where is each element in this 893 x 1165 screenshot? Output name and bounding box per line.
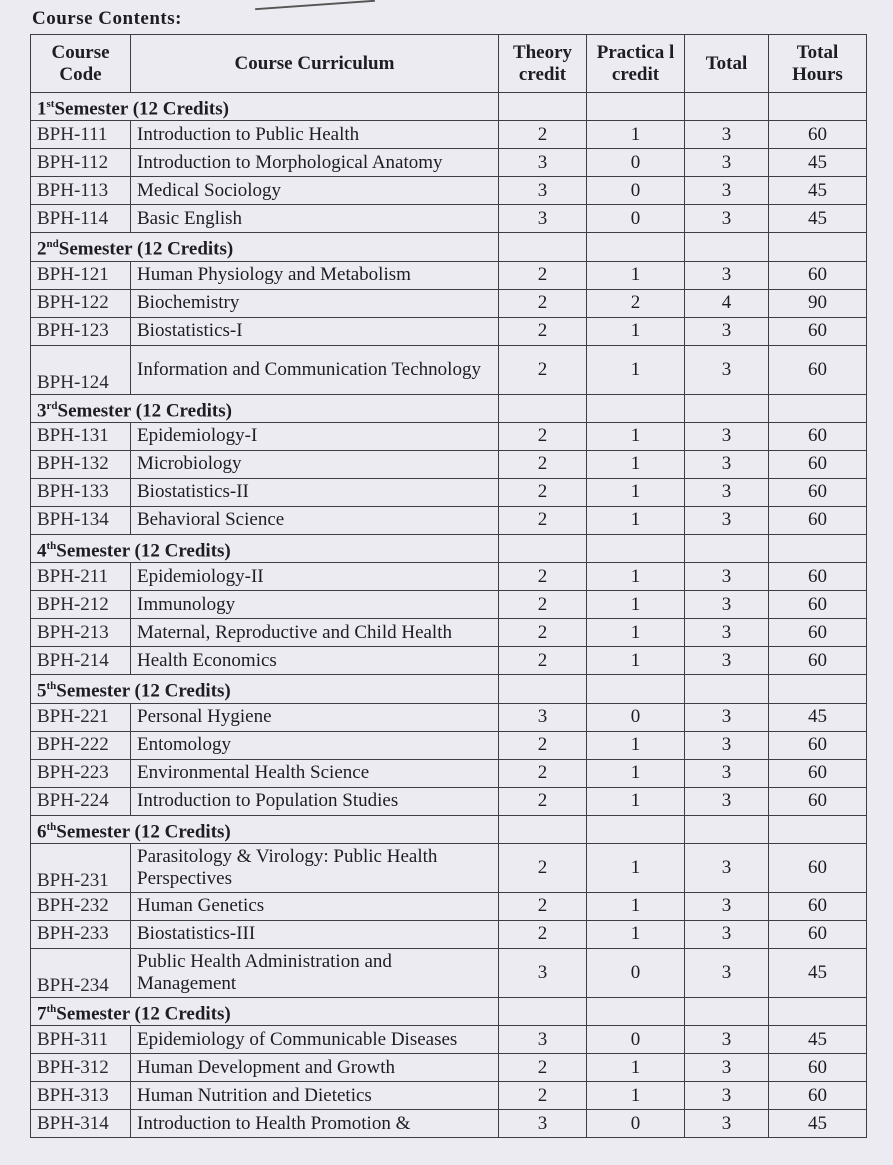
practical-credit-cell: 1 [587,345,685,394]
total-credit-cell: 3 [685,478,769,506]
empty-cell [587,233,685,261]
course-code-cell: BPH-113 [31,177,131,205]
total-hours-cell: 60 [769,920,867,948]
theory-credit-cell: 2 [499,787,587,815]
course-code-cell: BPH-111 [31,121,131,149]
course-code-cell: BPH-131 [31,422,131,450]
practical-credit-cell: 0 [587,1026,685,1054]
total-hours-cell: 90 [769,289,867,317]
total-credit-cell: 3 [685,703,769,731]
practical-credit-cell: 1 [587,1082,685,1110]
table-row [31,478,867,506]
total-credit-cell: 3 [685,1054,769,1082]
empty-cell [587,675,685,703]
semester-ordinal: 4 [37,540,47,562]
theory-credit-cell: 2 [499,345,587,394]
table-row [31,1054,867,1082]
semester-label: Semester (12 Credits) [56,680,231,702]
course-code-cell: BPH-121 [31,261,131,289]
practical-credit-cell: 1 [587,731,685,759]
total-credit-cell: 3 [685,450,769,478]
semester-ordinal-suffix: th [46,539,57,552]
semester-header-row [31,997,867,1025]
table-row [31,506,867,534]
total-hours-cell: 60 [769,731,867,759]
total-credit-cell: 3 [685,149,769,177]
empty-cell [685,93,769,121]
course-name-cell: Medical Sociology [131,177,499,205]
practical-credit-cell: 1 [587,121,685,149]
semester-title [31,394,499,422]
semester-title [31,997,499,1025]
total-hours-cell: 60 [769,261,867,289]
total-hours-cell: 60 [769,317,867,345]
practical-credit-cell: 0 [587,205,685,233]
practical-credit-cell: 0 [587,948,685,997]
course-name-cell: Environmental Health Science [131,759,499,787]
course-code-cell: BPH-122 [31,289,131,317]
practical-credit-cell: 1 [587,843,685,892]
empty-cell [499,997,587,1025]
theory-credit-cell: 3 [499,205,587,233]
table-row [31,647,867,675]
practical-credit-cell: 1 [587,920,685,948]
practical-credit-cell: 1 [587,892,685,920]
course-code-cell: BPH-211 [31,563,131,591]
course-name-cell: Biostatistics-I [131,317,499,345]
course-code-cell: BPH-222 [31,731,131,759]
empty-cell [499,675,587,703]
table-row [31,563,867,591]
course-code-cell: BPH-232 [31,892,131,920]
course-table-body [31,93,867,1138]
empty-cell [587,997,685,1025]
total-credit-cell: 3 [685,920,769,948]
course-name-cell: Introduction to Population Studies [131,787,499,815]
empty-cell [769,534,867,562]
empty-cell [587,815,685,843]
total-credit-cell: 3 [685,843,769,892]
table-row [31,948,867,997]
total-hours-cell: 60 [769,450,867,478]
total-credit-cell: 3 [685,563,769,591]
practical-credit-cell: 1 [587,619,685,647]
total-hours-cell: 60 [769,506,867,534]
course-name-cell: Biochemistry [131,289,499,317]
empty-cell [499,534,587,562]
total-credit-cell: 3 [685,787,769,815]
table-row [31,317,867,345]
practical-credit-cell: 0 [587,177,685,205]
empty-cell [499,815,587,843]
theory-credit-cell: 2 [499,1054,587,1082]
course-name-cell: Introduction to Morphological Anatomy [131,149,499,177]
table-row [31,731,867,759]
total-credit-cell: 3 [685,892,769,920]
table-row [31,787,867,815]
course-code-cell: BPH-114 [31,205,131,233]
course-name-cell: Basic English [131,205,499,233]
total-hours-cell: 60 [769,345,867,394]
theory-credit-cell: 3 [499,149,587,177]
semester-title [31,815,499,843]
total-hours-cell: 60 [769,759,867,787]
theory-credit-cell: 2 [499,731,587,759]
total-credit-cell: 3 [685,759,769,787]
total-hours-cell: 60 [769,647,867,675]
course-code-cell: BPH-231 [31,843,131,892]
empty-cell [769,815,867,843]
theory-credit-cell: 2 [499,422,587,450]
semester-title [31,675,499,703]
total-credit-cell: 3 [685,422,769,450]
total-credit-cell: 3 [685,619,769,647]
semester-title [31,233,499,261]
total-credit-cell: 3 [685,731,769,759]
table-row [31,121,867,149]
table-row [31,205,867,233]
empty-cell [769,675,867,703]
course-code-cell: BPH-213 [31,619,131,647]
course-name-cell: Immunology [131,591,499,619]
empty-cell [587,534,685,562]
theory-credit-cell: 2 [499,920,587,948]
practical-credit-cell: 1 [587,506,685,534]
theory-credit-cell: 2 [499,843,587,892]
empty-cell [587,394,685,422]
course-code-cell: BPH-313 [31,1082,131,1110]
semester-ordinal-suffix: nd [46,238,59,251]
course-code-cell: BPH-221 [31,703,131,731]
semester-ordinal-suffix: th [46,680,57,693]
total-hours-cell: 45 [769,948,867,997]
semester-header-row [31,394,867,422]
theory-credit-cell: 2 [499,1082,587,1110]
course-code-cell: BPH-223 [31,759,131,787]
empty-cell [769,394,867,422]
empty-cell [499,93,587,121]
total-credit-cell: 4 [685,289,769,317]
empty-cell [769,997,867,1025]
table-row [31,1082,867,1110]
course-contents-table [30,34,867,1138]
semester-ordinal-suffix: st [46,98,55,110]
course-code-cell: BPH-214 [31,647,131,675]
practical-credit-cell: 1 [587,1054,685,1082]
table-row [31,345,867,394]
theory-credit-cell: 3 [499,1110,587,1138]
theory-credit-cell: 2 [499,563,587,591]
practical-credit-cell: 1 [587,478,685,506]
total-credit-cell: 3 [685,1110,769,1138]
total-credit-cell: 3 [685,591,769,619]
header-course-code: Course Code [31,35,131,93]
course-name-cell: Introduction to Public Health [131,121,499,149]
total-hours-cell: 60 [769,843,867,892]
total-credit-cell: 3 [685,948,769,997]
semester-header-row [31,534,867,562]
table-row [31,450,867,478]
header-course-curriculum: Course Curriculum [131,35,499,93]
empty-cell [769,233,867,261]
course-name-cell: Biostatistics-II [131,478,499,506]
semester-label: Semester (12 Credits) [56,820,231,842]
course-code-cell: BPH-123 [31,317,131,345]
course-code-cell: BPH-112 [31,149,131,177]
total-credit-cell: 3 [685,1026,769,1054]
semester-title [31,534,499,562]
practical-credit-cell: 0 [587,703,685,731]
practical-credit-cell: 1 [587,759,685,787]
course-name-cell: Human Physiology and Metabolism [131,261,499,289]
practical-credit-cell: 1 [587,787,685,815]
course-code-cell: BPH-234 [31,948,131,997]
course-code-cell: BPH-124 [31,345,131,394]
empty-cell [685,815,769,843]
semester-ordinal: 7 [37,1003,47,1025]
semester-ordinal: 3 [37,399,47,421]
semester-label: Semester (12 Credits) [56,540,231,562]
theory-credit-cell: 2 [499,289,587,317]
course-code-cell: BPH-133 [31,478,131,506]
table-row [31,591,867,619]
table-row [31,920,867,948]
course-code-cell: BPH-233 [31,920,131,948]
table-row [31,1026,867,1054]
practical-credit-cell: 1 [587,317,685,345]
semester-title [31,93,499,121]
semester-header-row [31,675,867,703]
theory-credit-cell: 2 [499,121,587,149]
empty-cell [685,394,769,422]
course-code-cell: BPH-134 [31,506,131,534]
total-hours-cell: 60 [769,121,867,149]
theory-credit-cell: 2 [499,317,587,345]
practical-credit-cell: 1 [587,591,685,619]
course-name-cell: Entomology [131,731,499,759]
course-name-cell: Behavioral Science [131,506,499,534]
total-hours-cell: 60 [769,563,867,591]
total-hours-cell: 45 [769,1026,867,1054]
table-row [31,892,867,920]
course-name-cell: Human Genetics [131,892,499,920]
theory-credit-cell: 2 [499,619,587,647]
table-row [31,422,867,450]
semester-header-row [31,93,867,121]
theory-credit-cell: 2 [499,450,587,478]
theory-credit-cell: 2 [499,591,587,619]
semester-label: Semester (12 Credits) [58,238,234,260]
theory-credit-cell: 2 [499,647,587,675]
practical-credit-cell: 2 [587,289,685,317]
total-hours-cell: 60 [769,892,867,920]
semester-ordinal-suffix: th [46,820,57,833]
total-credit-cell: 3 [685,1082,769,1110]
theory-credit-cell: 3 [499,1026,587,1054]
empty-cell [499,233,587,261]
total-hours-cell: 45 [769,177,867,205]
empty-cell [685,675,769,703]
header-total: Total [685,35,769,93]
course-code-cell: BPH-314 [31,1110,131,1138]
semester-header-row [31,233,867,261]
course-code-cell: BPH-132 [31,450,131,478]
empty-cell [499,394,587,422]
table-row [31,289,867,317]
empty-cell [685,534,769,562]
total-hours-cell: 45 [769,703,867,731]
total-hours-cell: 60 [769,1082,867,1110]
course-name-cell: Information and Communication Technology [131,345,499,394]
semester-ordinal-suffix: rd [46,399,58,412]
total-credit-cell: 3 [685,506,769,534]
semester-ordinal: 1 [37,98,47,120]
theory-credit-cell: 3 [499,177,587,205]
empty-cell [685,997,769,1025]
course-name-cell: Public Health Administration and Management [131,948,499,997]
table-row [31,1110,867,1138]
semester-label: Semester (12 Credits) [57,399,232,421]
course-name-cell: Human Nutrition and Dietetics [131,1082,499,1110]
practical-credit-cell: 1 [587,450,685,478]
course-name-cell: Maternal, Reproductive and Child Health [131,619,499,647]
total-hours-cell: 45 [769,149,867,177]
practical-credit-cell: 1 [587,422,685,450]
total-credit-cell: 3 [685,121,769,149]
course-code-cell: BPH-224 [31,787,131,815]
total-hours-cell: 60 [769,422,867,450]
course-name-cell: Human Development and Growth [131,1054,499,1082]
theory-credit-cell: 3 [499,703,587,731]
semester-ordinal: 6 [37,820,47,842]
semester-header-row [31,815,867,843]
course-name-cell: Health Economics [131,647,499,675]
course-name-cell: Parasitology & Virology: Public Health Perspectives [131,843,499,892]
course-name-cell: Epidemiology-II [131,563,499,591]
theory-credit-cell: 2 [499,478,587,506]
total-hours-cell: 60 [769,591,867,619]
total-credit-cell: 3 [685,177,769,205]
course-name-cell: Personal Hygiene [131,703,499,731]
empty-cell [769,93,867,121]
course-name-cell: Introduction to Health Promotion & [131,1110,499,1138]
semester-ordinal: 2 [37,238,47,260]
semester-ordinal: 5 [37,680,47,702]
course-code-cell: BPH-212 [31,591,131,619]
practical-credit-cell: 0 [587,149,685,177]
semester-label: Semester (12 Credits) [54,98,229,120]
header-theory-credit: Theory credit [499,35,587,93]
practical-credit-cell: 1 [587,647,685,675]
semester-ordinal-suffix: th [46,1002,57,1015]
course-name-cell: Epidemiology of Communicable Diseases [131,1026,499,1054]
total-credit-cell: 3 [685,205,769,233]
total-hours-cell: 45 [769,1110,867,1138]
total-credit-cell: 3 [685,317,769,345]
practical-credit-cell: 1 [587,261,685,289]
practical-credit-cell: 0 [587,1110,685,1138]
page-title: Course Contents: [32,8,182,29]
theory-credit-cell: 3 [499,948,587,997]
theory-credit-cell: 2 [499,892,587,920]
course-code-cell: BPH-312 [31,1054,131,1082]
table-row [31,843,867,892]
course-name-cell: Epidemiology-I [131,422,499,450]
pen-stroke [255,0,375,10]
course-name-cell: Microbiology [131,450,499,478]
table-row [31,261,867,289]
total-hours-cell: 60 [769,787,867,815]
course-code-cell: BPH-311 [31,1026,131,1054]
total-credit-cell: 3 [685,647,769,675]
semester-label: Semester (12 Credits) [56,1003,231,1025]
total-credit-cell: 3 [685,345,769,394]
table-row [31,759,867,787]
theory-credit-cell: 2 [499,759,587,787]
header-practical-credit: Practica l credit [587,35,685,93]
table-row [31,177,867,205]
total-hours-cell: 60 [769,478,867,506]
total-credit-cell: 3 [685,261,769,289]
table-row [31,619,867,647]
total-hours-cell: 60 [769,619,867,647]
total-hours-cell: 60 [769,1054,867,1082]
theory-credit-cell: 2 [499,261,587,289]
header-total-hours: Total Hours [769,35,867,93]
total-hours-cell: 45 [769,205,867,233]
empty-cell [685,233,769,261]
table-row [31,149,867,177]
theory-credit-cell: 2 [499,506,587,534]
table-row [31,703,867,731]
empty-cell [587,93,685,121]
course-name-cell: Biostatistics-III [131,920,499,948]
practical-credit-cell: 1 [587,563,685,591]
